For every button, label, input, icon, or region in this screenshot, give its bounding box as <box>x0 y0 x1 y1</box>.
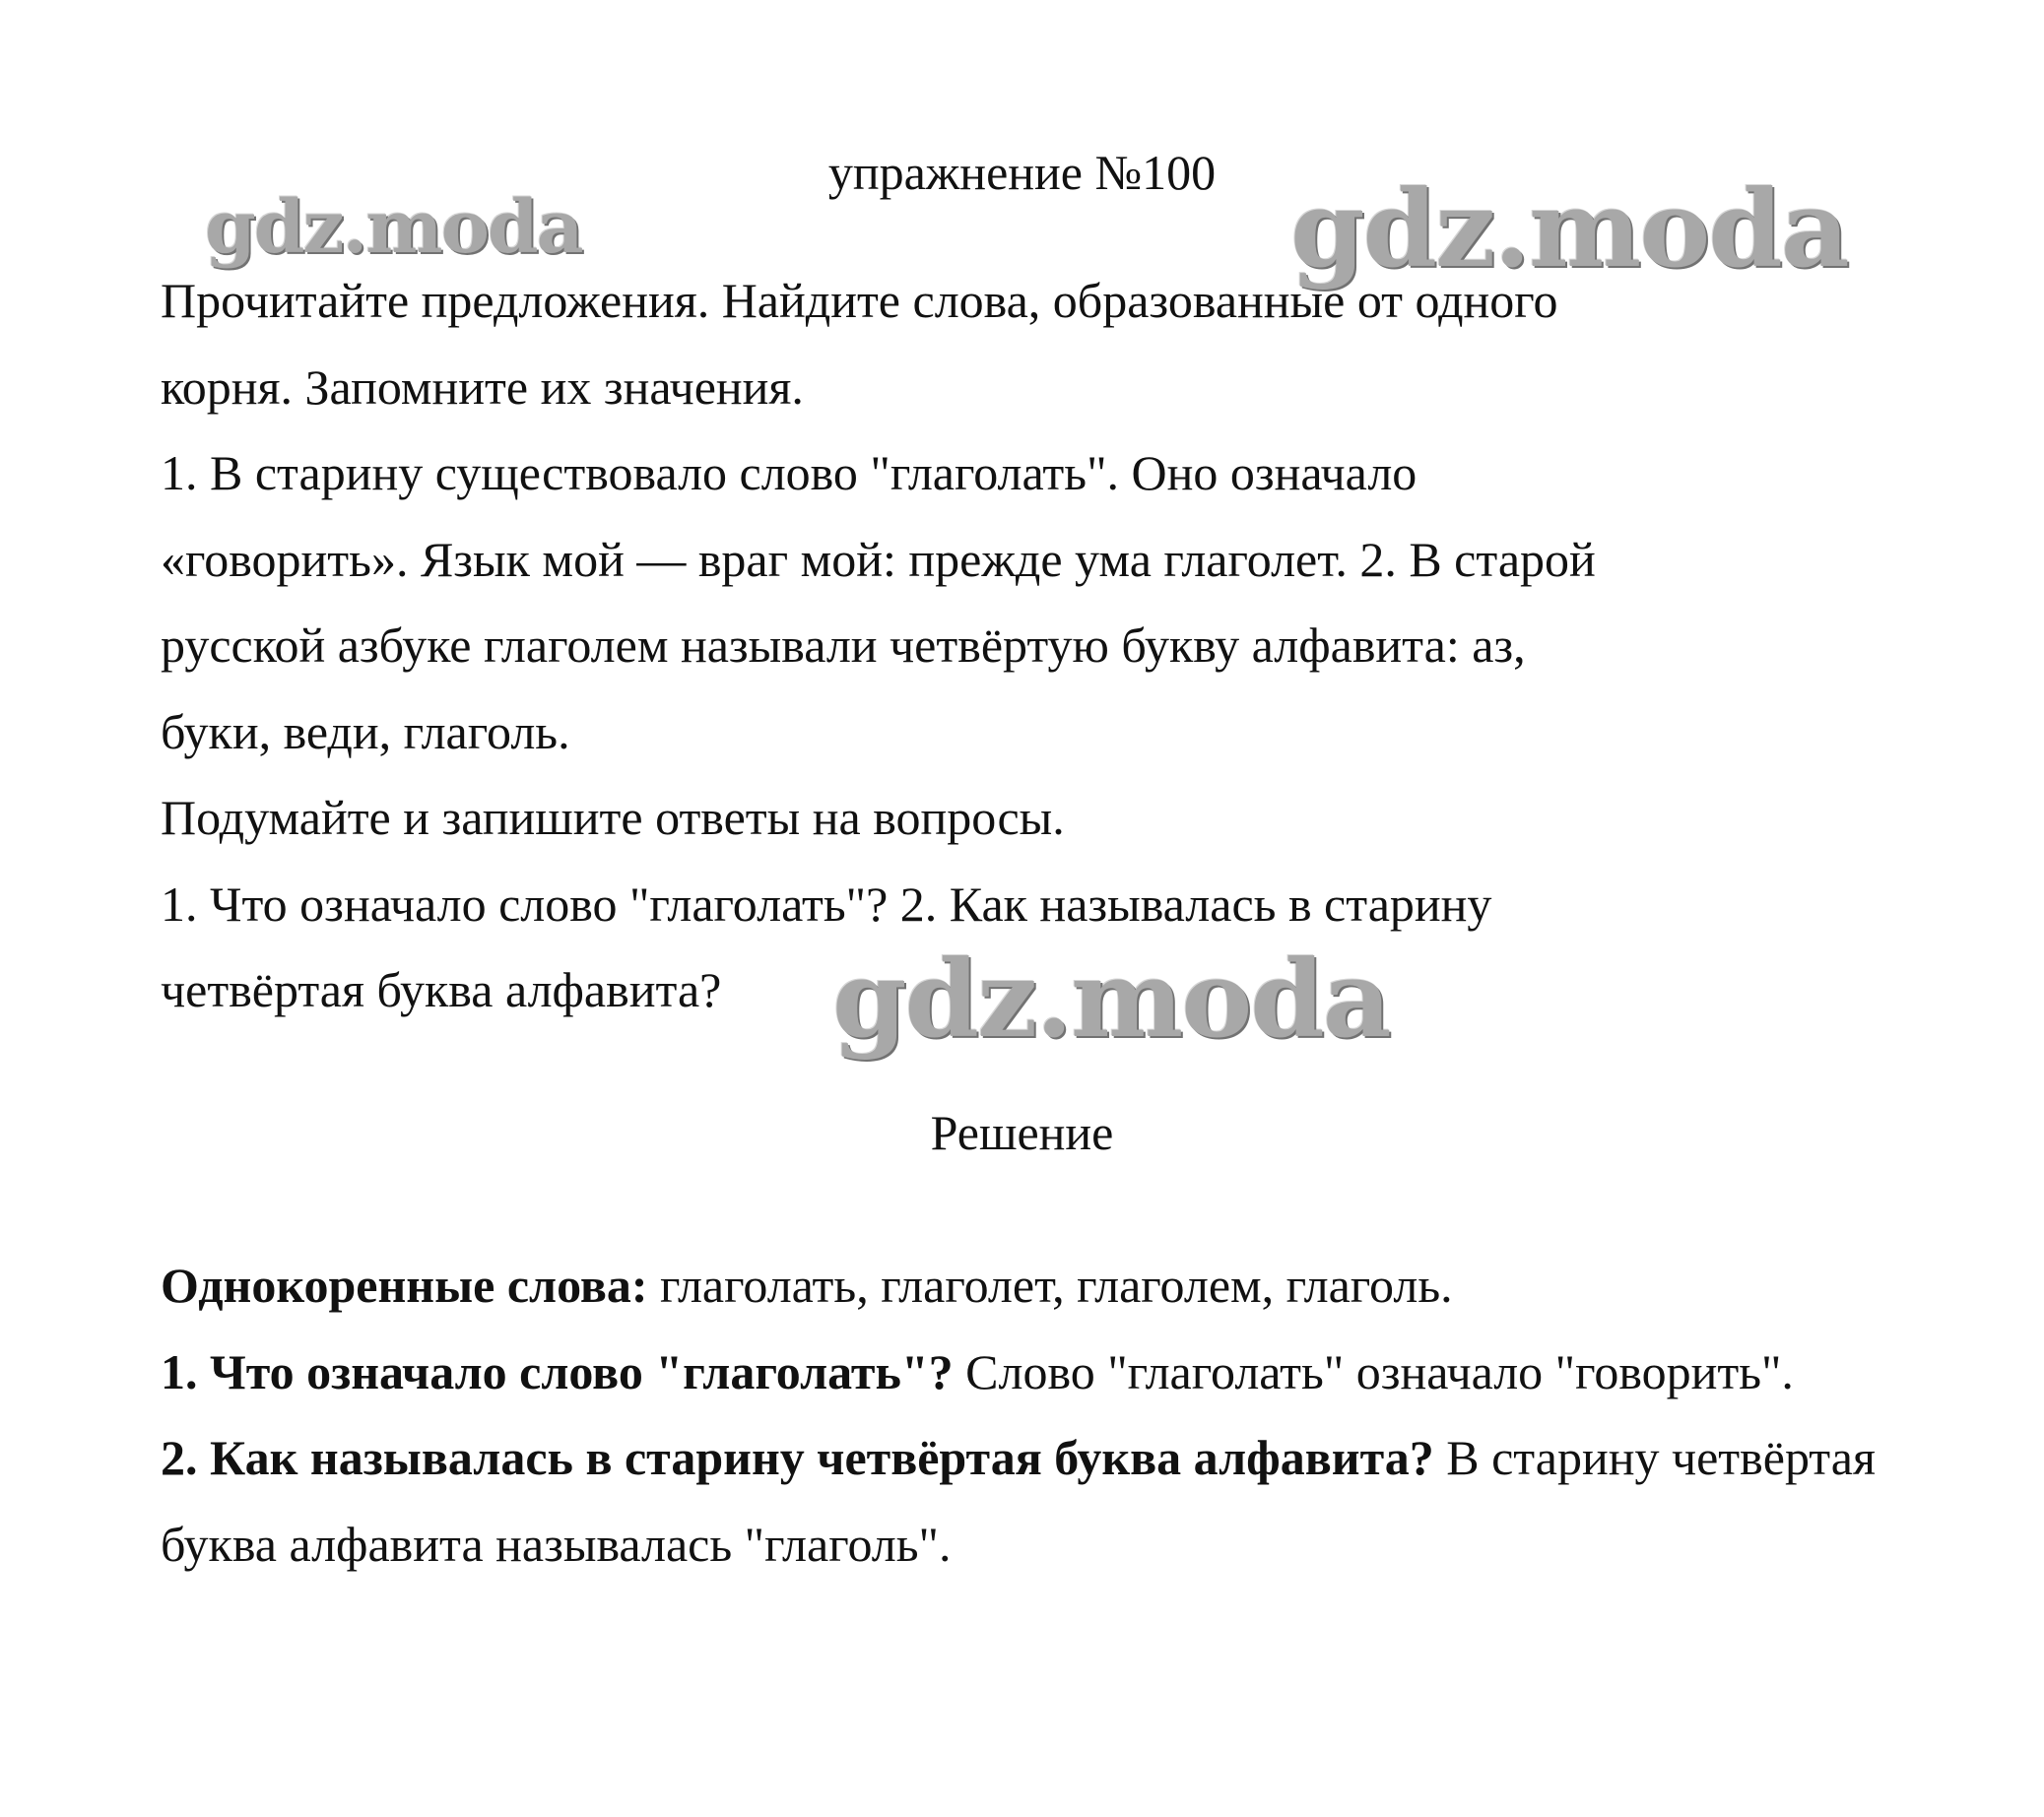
task-line: 1. Что означало слово "глаголать"? 2. Как называлась в старину <box>161 876 1492 932</box>
solution-heading: Решение <box>930 1105 1114 1160</box>
answer-text: глаголать, глаголет, глаголем, глаголь. <box>647 1258 1453 1313</box>
watermark-logo: gdz.moda <box>1290 167 1848 292</box>
task-line: 1. В старину существовало слово "глаголать". Оно означало <box>161 445 1418 500</box>
task-line: четвёртая буква алфавита? <box>161 962 722 1017</box>
task-line: Подумайте и запишите ответы на вопросы. <box>161 790 1065 845</box>
watermark-logo: gdz.moda <box>832 938 1390 1062</box>
answer-paragraph <box>161 1330 1914 1416</box>
watermark-logo: gdz.moda <box>205 185 582 270</box>
answer-label: 1. Что означало слово "глаголать"? <box>161 1343 954 1399</box>
task-line: Прочитайте предложения. Найдите слова, образованные от одного <box>161 273 1558 328</box>
answer-label: 2. Как называлась в старину четвёртая буква алфавита? <box>161 1430 1434 1485</box>
answer-paragraph <box>161 1415 1914 1588</box>
exercise-task <box>161 258 1914 1034</box>
answer-text: Слово "глаголать" означало "говорить". <box>953 1343 1794 1399</box>
task-line: русской азбуке глаголем называли четвёртую букву алфавита: аз, <box>161 617 1526 673</box>
exercise-title: упражнение №100 <box>827 145 1217 200</box>
task-line: корня. Запомните их значения. <box>161 358 804 415</box>
answer-text: В старину четвёртая буква алфавита называлась "глаголь". <box>161 1430 1876 1572</box>
answer-paragraph <box>161 1243 1914 1330</box>
answer-label: Однокоренные слова: <box>161 1258 648 1313</box>
task-line: «говорить». Язык мой — враг мой: прежде ума глаголет. 2. В старой <box>161 531 1596 587</box>
task-line: буки, веди, глаголь. <box>161 703 570 759</box>
solution-body <box>161 1243 1914 1588</box>
